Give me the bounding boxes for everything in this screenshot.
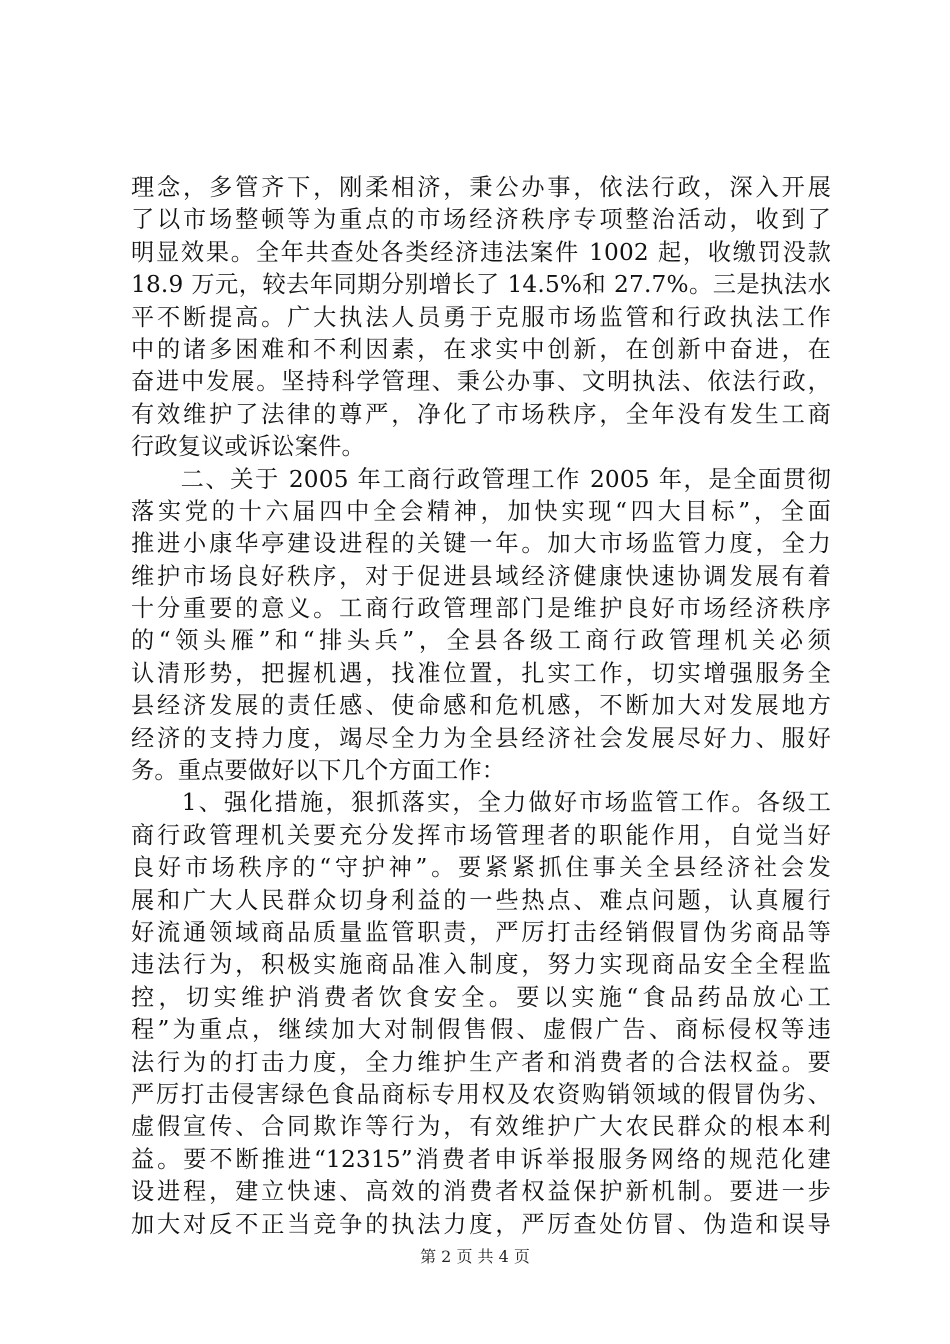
text-line: 良好市场秩序的“守护神”。要紧紧抓住事关全县经济社会发 xyxy=(131,854,831,882)
text-line: 落实党的十六届四中全会精神，加快实现“四大目标”，全面 xyxy=(131,497,831,525)
text-line: 行政复议或诉讼案件。 xyxy=(131,433,365,461)
text-line: 1、强化措施，狠抓落实，全力做好市场监管工作。各级工 xyxy=(131,789,831,817)
text-line: 理念，多管齐下，刚柔相济，秉公办事，依法行政，深入开展 xyxy=(131,174,831,201)
text-line: 十分重要的意义。工商行政管理部门是维护良好市场经济秩序 xyxy=(131,595,831,623)
text-line: 平不断提高。广大执法人员勇于克服市场监管和行政执法工作 xyxy=(131,303,831,331)
text-line: 中的诸多困难和不利因素，在求实中创新，在创新中奋进，在 xyxy=(131,335,831,363)
text-line: 推进小康华亭建设进程的关键一年。加大市场监管力度，全力 xyxy=(131,530,831,558)
text-line: 控，切实维护消费者饮食安全。要以实施“食品药品放心工 xyxy=(131,983,831,1011)
text-line: 程”为重点，继续加大对制假售假、虚假广告、商标侵权等违 xyxy=(131,1016,831,1044)
page-footer: 第 2 页 共 4 页 xyxy=(420,1247,530,1266)
text-line: 有效维护了法律的尊严，净化了市场秩序，全年没有发生工商 xyxy=(131,400,831,428)
text-line: 加大对反不正当竞争的执法力度，严厉查处仿冒、伪造和误导 xyxy=(131,1210,831,1238)
text-line: 好流通领域商品质量监管职责，严厉打击经销假冒伪劣商品等 xyxy=(131,918,831,946)
text-line: 虚假宣传、合同欺诈等行为，有效维护广大农民群众的根本利 xyxy=(131,1113,831,1141)
body-text xyxy=(131,172,831,1241)
text-line: 违法行为，积极实施商品准入制度，努力实现商品安全全程监 xyxy=(131,951,831,979)
text-line: 明显效果。全年共查处各类经济违法案件 1002 起，收缴罚没款 xyxy=(131,238,831,266)
text-line: 认清形势，把握机遇，找准位置，扎实工作，切实增强服务全 xyxy=(131,659,831,687)
text-line: 的“领头雁”和“排头兵”，全县各级工商行政管理机关必须 xyxy=(131,627,831,655)
text-line: 法行为的打击力度，全力维护生产者和消费者的合法权益。要 xyxy=(131,1048,831,1076)
text-line: 奋进中发展。坚持科学管理、秉公办事、文明执法、依法行政， xyxy=(131,368,831,396)
text-line: 务。重点要做好以下几个方面工作： xyxy=(131,757,506,785)
text-line: 维护市场良好秩序，对于促进县域经济健康快速协调发展有着 xyxy=(131,562,831,590)
text-line: 了以市场整顿等为重点的市场经济秩序专项整治活动，收到了 xyxy=(131,206,831,234)
text-line: 18.9 万元，较去年同期分别增长了 14.5%和 27.7%。三是执法水 xyxy=(131,271,831,299)
text-line: 商行政管理机关要充分发挥市场管理者的职能作用，自觉当好 xyxy=(131,821,831,849)
text-line: 益。要不断推进“12315”消费者申诉举报服务网络的规范化建 xyxy=(131,1145,831,1173)
text-line: 经济的支持力度，竭尽全力为全县经济社会发展尽好力、服好 xyxy=(131,724,831,752)
text-line: 二、关于 2005 年工商行政管理工作 2005 年，是全面贯彻 xyxy=(131,465,831,493)
text-line: 设进程，建立快速、高效的消费者权益保护新机制。要进一步 xyxy=(131,1178,831,1206)
text-line: 展和广大人民群众切身利益的一些热点、难点问题，认真履行 xyxy=(131,886,831,914)
text-line: 县经济发展的责任感、使命感和危机感，不断加大对发展地方 xyxy=(131,692,831,720)
text-line: 严厉打击侵害绿色食品商标专用权及农资购销领域的假冒伪劣、 xyxy=(131,1080,831,1108)
